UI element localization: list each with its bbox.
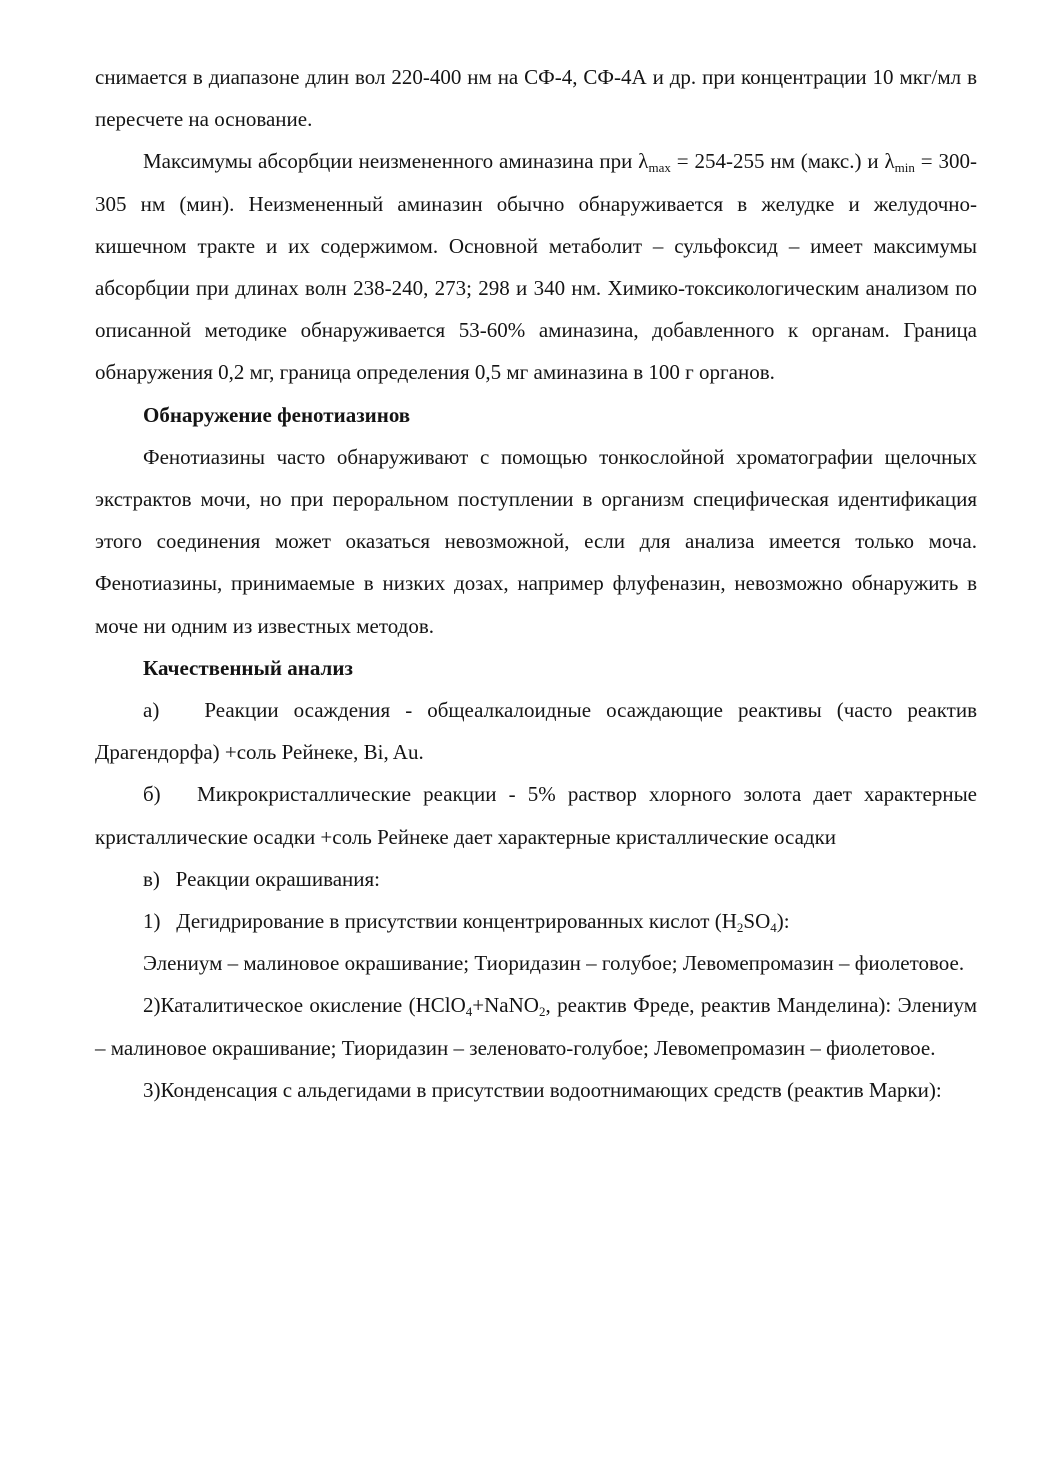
- list-marker-b: б): [143, 782, 161, 807]
- list-marker-1: 1): [143, 909, 161, 934]
- paragraph-phenothiazines-detection: Фенотиазины часто обнаруживают с помощью тонкослойной хроматографии щелочных экстрактов мочи, но при пероральном поступлении в организм специфическая идентификация этого соединения может оказаться невозможной, если для анализа имеется только моча. Фенотиазины, принимаемые в низких дозах, например флуфеназин, невозможно обнаружить в моче ни одним из известных методов.: [95, 444, 977, 638]
- paragraph-coloring-results-1: Элениум – малиновое окрашивание; Тиоридазин – голубое; Левомепромазин – фиолетовое.: [143, 951, 965, 976]
- list-item-2: 2)Каталитическое окисление (HClO$_4$+NaNO$_2$, реактив Фреде, реактив Манделина): Элениум – малиновое окрашивание; Тиоридазин – зеленовато-голубое; Левомепромазин – фиолетовое.: [95, 993, 977, 1060]
- paragraph-spectrum-conditions: снимается в диапазоне длин вол 220-400 нм на СФ-4, СФ-4А и др. при концентрации 10 мкг/мл в пересчете на основание.: [95, 65, 977, 132]
- section-heading-qualitative-analysis: Качественный анализ: [143, 655, 353, 680]
- list-item-b: б) Микрокристаллические реакции - 5% раствор хлорного золота дает характерные кристаллические осадки +соль Рейнеке дает характерные кристаллические осадки: [95, 782, 978, 849]
- list-marker-3: 3): [143, 1077, 161, 1102]
- list-marker-a: а): [143, 698, 160, 723]
- list-item-1: 1) Дегидрирование в присутствии концентрированных кислот $(H_2SO_4)$:: [143, 909, 790, 936]
- document-page: [95, 56, 977, 1111]
- list-item-a: а) Реакции осаждения - общеалкалоидные осаждающие реактивы (часто реактив Драгендорфа) +соль Рейнеке, Bi, Au.: [95, 698, 978, 765]
- list-item-v: в) Реакции окрашивания:: [143, 866, 381, 891]
- paragraph-absorption-maxima: Максимумы абсорбции неизмененного аминазина при $\lambda_{max} = 254-255$ нм (макс.) и $\lambda_{min} = 300-305$ нм (мин). Неизмененный аминазин обычно обнаруживается в желудке и желудочно-кишечном тракте и их содержимом. Основной метаболит – сульфоксид – имеет максимумы абсорбции при длинах волн 238-240, 273; 298 и 340 нм. Химико-токсикологическим анализом по описанной методике обнаруживается 53-60% аминазина, добавленного к органам. Граница обнаружения 0,2 мг, граница определения 0,5 мг аминазина в 100 г органов.: [95, 149, 977, 385]
- list-marker-v: в): [143, 866, 160, 891]
- section-heading-phenothiazines: Обнаружение фенотиазинов: [143, 402, 411, 427]
- list-item-3: 3)Конденсация с альдегидами в присутствии водоотнимающих средств (реактив Марки):: [143, 1077, 942, 1102]
- list-marker-2: 2): [143, 993, 161, 1018]
